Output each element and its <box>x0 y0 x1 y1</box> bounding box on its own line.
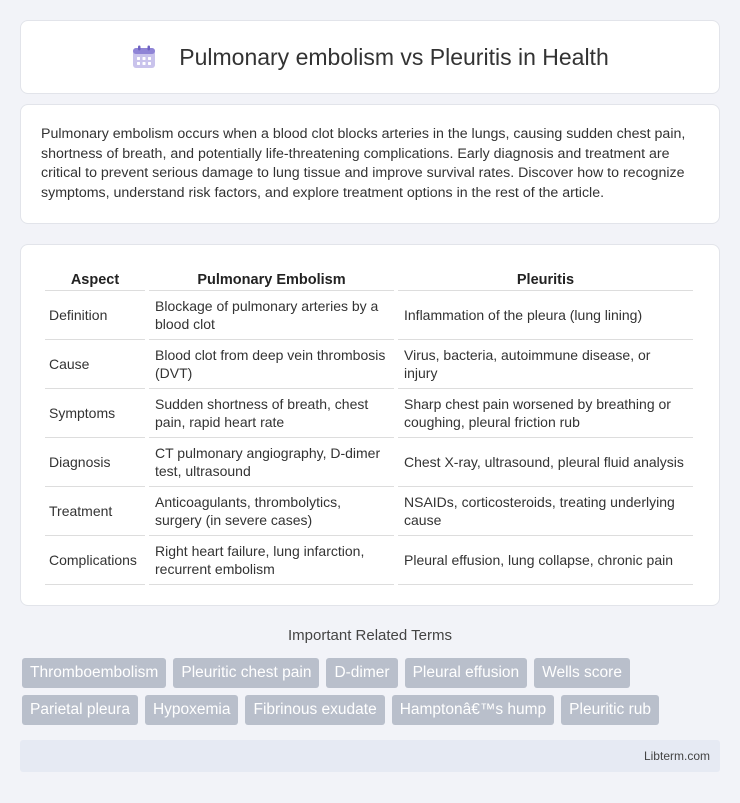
table-header-row <box>45 265 693 291</box>
row-aspect: Treatment <box>45 487 145 536</box>
footer-site-link[interactable]: Libterm.com <box>643 749 710 763</box>
row-pleuritis: NSAIDs, corticosteroids, treating underlying cause <box>398 487 693 536</box>
term-tag[interactable]: Wells score <box>534 658 630 688</box>
row-aspect: Cause <box>45 340 145 389</box>
header-pleuritis: Pleuritis <box>398 265 693 291</box>
row-pleuritis: Inflammation of the pleura (lung lining) <box>398 291 693 340</box>
table-row <box>45 291 693 340</box>
comparison-table <box>41 265 697 585</box>
row-aspect: Complications <box>45 536 145 585</box>
row-pleuritis: Pleural effusion, lung collapse, chronic pain <box>398 536 693 585</box>
intro-card <box>20 104 720 224</box>
intro-text: Pulmonary embolism occurs when a blood clot blocks arteries in the lungs, causing sudden chest pain, shortness of breath, and potentially life-threatening complications. Early diagnosis and treatment are critical to prevent serious damage to lung tissue and improve survival rates. Discover how to recognize symptoms, understand risk factors, and explore treatment options in the rest of the article. <box>41 126 686 201</box>
term-tag[interactable]: Fibrinous exudate <box>245 695 384 725</box>
row-pulmonary-embolism: Anticoagulants, thrombolytics, surgery (in severe cases) <box>149 487 394 536</box>
related-terms-list <box>22 658 722 725</box>
row-pleuritis: Sharp chest pain worsened by breathing or coughing, pleural friction rub <box>398 389 693 438</box>
row-pulmonary-embolism: CT pulmonary angiography, D-dimer test, ultrasound <box>149 438 394 487</box>
header-card <box>20 20 720 94</box>
table-row <box>45 389 693 438</box>
term-tag[interactable]: Pleuritic rub <box>561 695 659 725</box>
table-row <box>45 536 693 585</box>
footer <box>20 740 720 772</box>
row-pleuritis: Virus, bacteria, autoimmune disease, or injury <box>398 340 693 389</box>
page-title: Pulmonary embolism vs Pleuritis in Health <box>179 43 609 70</box>
row-aspect: Symptoms <box>45 389 145 438</box>
row-aspect: Diagnosis <box>45 438 145 487</box>
row-pulmonary-embolism: Blockage of pulmonary arteries by a blood clot <box>149 291 394 340</box>
table-row <box>45 340 693 389</box>
header-pulmonary-embolism: Pulmonary Embolism <box>149 265 394 291</box>
row-pleuritis: Chest X-ray, ultrasound, pleural fluid analysis <box>398 438 693 487</box>
comparison-card <box>20 244 720 606</box>
term-tag[interactable]: Hypoxemia <box>145 695 239 725</box>
table-row <box>45 487 693 536</box>
term-tag[interactable]: D-dimer <box>326 658 397 688</box>
header-aspect: Aspect <box>45 265 145 291</box>
row-aspect: Definition <box>45 291 145 340</box>
table-row <box>45 438 693 487</box>
term-tag[interactable]: Pleural effusion <box>405 658 528 688</box>
row-pulmonary-embolism: Right heart failure, lung infarction, recurrent embolism <box>149 536 394 585</box>
term-tag[interactable]: Hamptonâ€™s hump <box>392 695 554 725</box>
related-terms-title: Important Related Terms <box>288 627 452 644</box>
term-tag[interactable]: Pleuritic chest pain <box>173 658 319 688</box>
row-pulmonary-embolism: Blood clot from deep vein thrombosis (DVT) <box>149 340 394 389</box>
calendar-icon <box>131 44 157 70</box>
row-pulmonary-embolism: Sudden shortness of breath, chest pain, rapid heart rate <box>149 389 394 438</box>
term-tag[interactable]: Thromboembolism <box>22 658 166 688</box>
term-tag[interactable]: Parietal pleura <box>22 695 138 725</box>
